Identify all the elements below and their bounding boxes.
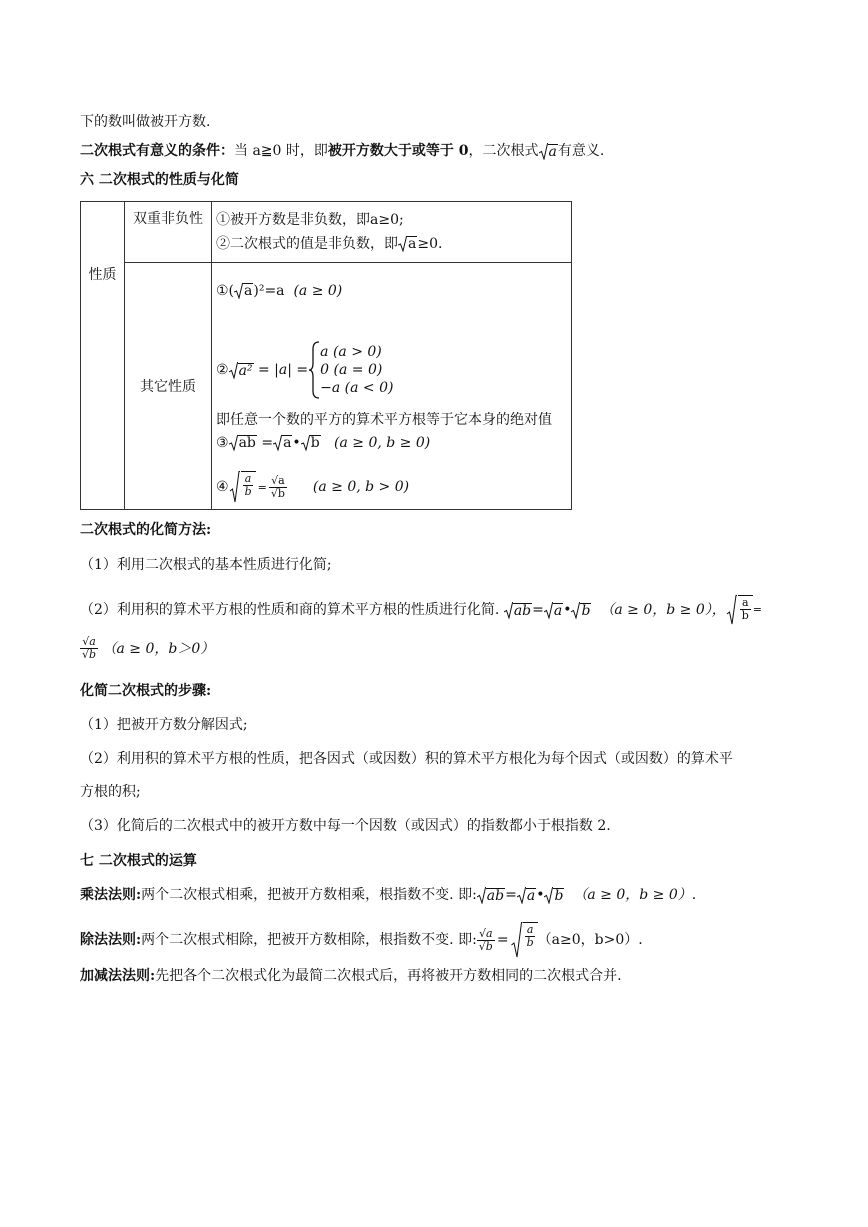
radicand: a	[553, 602, 563, 619]
radicand: a	[283, 435, 292, 451]
property-2	[216, 341, 393, 399]
section-heading-6	[80, 170, 239, 190]
rule-addition	[80, 966, 622, 986]
radicand: a	[526, 887, 536, 904]
text: ①(	[216, 283, 235, 299]
radicand: ab	[513, 602, 532, 619]
section-content-cell	[212, 263, 572, 510]
text-line	[80, 112, 210, 132]
sqrt-symbol	[726, 595, 753, 625]
fraction	[80, 636, 98, 661]
simplify-title: 二次根式的化简方法:	[80, 522, 212, 538]
left-brace-icon	[308, 341, 320, 399]
condition: （a≥0，b>0）.	[537, 932, 643, 948]
sqrt-symbol	[229, 471, 256, 503]
text: 当 a≧0 时，即	[234, 143, 328, 159]
radicand: a	[408, 236, 417, 252]
steps-item-2-cont: 方根的积;	[80, 784, 141, 800]
fraction	[243, 473, 254, 498]
text: =	[257, 480, 267, 494]
simplify-step-1: （1）利用二次根式的基本性质进行化简;	[80, 557, 332, 573]
text: =	[505, 887, 517, 903]
case-2: 0 (a = 0)	[320, 362, 383, 378]
property-line	[216, 232, 571, 256]
text: =	[752, 603, 763, 616]
radicand: a	[244, 283, 253, 299]
numerator: a	[526, 923, 534, 936]
section-heading-7: 七 二次根式的运算	[80, 853, 197, 869]
sqrt-symbol	[477, 887, 505, 904]
section-label-cell	[125, 263, 212, 510]
sqrt-symbol	[539, 143, 558, 160]
section-label-other: 其它性质	[140, 379, 196, 395]
denominator: b	[526, 936, 534, 949]
condition: （a ≥ 0，b＞0）	[102, 640, 215, 657]
text: ≥0.	[417, 236, 443, 252]
steps-item-1: （1）把被开方数分解因式;	[80, 717, 248, 733]
sqrt-symbol	[544, 887, 564, 904]
text: ④	[216, 479, 229, 495]
bold-text: 被开方数大于或等于 0	[327, 143, 469, 159]
property-4	[216, 471, 409, 503]
text: =	[256, 435, 274, 451]
section-label-nonnegativity: 双重非负性	[133, 211, 203, 227]
text: （2）利用积的算术平方根的性质和商的算术平方根的性质进行化简.	[80, 602, 500, 618]
denominator: √b	[270, 486, 285, 500]
sqrt-symbol	[229, 435, 257, 451]
sqrt-symbol	[273, 435, 292, 451]
section-content-cell	[212, 202, 572, 263]
rule-multiplication	[80, 885, 696, 905]
numerator: √a	[82, 635, 96, 648]
sqrt-symbol	[571, 602, 591, 619]
sqrt-symbol	[301, 435, 321, 451]
text: ，二次根式	[468, 143, 539, 159]
text: )²=a	[253, 283, 285, 299]
text: 先把各个二次根式化为最简二次根式后，再将被开方数相同的二次根式合并.	[155, 968, 622, 984]
text: ②二次根式的值是非负数，即	[216, 236, 398, 252]
condition: （a ≥ 0，b ≥ 0），	[600, 602, 726, 618]
text: •	[563, 602, 572, 618]
simplify-step-2	[80, 595, 762, 625]
property-1	[216, 283, 342, 299]
property-line: ①被开方数是非负数，即a≥0;	[216, 212, 404, 228]
fraction	[740, 597, 751, 622]
section-label-cell	[125, 202, 212, 263]
heading-text: 六 二次根式的性质与化简	[80, 172, 239, 188]
fraction	[269, 475, 287, 500]
condition: (a ≥ 0, b > 0)	[312, 479, 410, 495]
steps-item-3: （3）化简后的二次根式中的被开方数中每一个因数（或因式）的指数都小于根指数 2.	[80, 818, 611, 834]
text: •	[292, 435, 301, 451]
text: 有意义.	[557, 143, 605, 159]
text-line-condition	[80, 141, 604, 161]
fraction	[525, 924, 536, 949]
case-1: a (a > 0)	[320, 344, 382, 360]
sqrt-symbol	[234, 283, 253, 299]
case-3: −a (a < 0)	[320, 380, 394, 396]
brace	[308, 341, 320, 399]
steps-item-2: （2）利用积的算术平方根的性质，把各因式（或因数）积的算术平方根化为每个因式（或因数）的算术平	[80, 751, 733, 767]
property-3	[216, 435, 430, 451]
bold-label: 乘法法则:	[80, 887, 142, 903]
simplify-step-2-cont	[80, 636, 214, 661]
radicand: b	[581, 602, 591, 619]
text: 两个二次根式相除，把被开方数相除，根指数不变. 即:	[141, 932, 477, 948]
text: •	[536, 887, 545, 903]
denominator: √b	[478, 939, 493, 953]
text: =	[532, 602, 544, 618]
numerator: √a	[271, 473, 285, 487]
bold-label: 除法法则:	[80, 932, 142, 948]
text: 两个二次根式相乘，把被开方数相乘，根指数不变. 即:	[141, 887, 477, 903]
row-label: 性质	[88, 267, 117, 283]
sqrt-symbol	[511, 922, 538, 958]
rule-division	[80, 922, 643, 958]
sqrt-symbol	[398, 236, 417, 252]
steps-title: 化简二次根式的步骤:	[80, 683, 212, 699]
text: =	[496, 932, 509, 948]
numerator: √a	[479, 926, 493, 940]
denominator: b	[741, 609, 749, 622]
condition: (a ≥ 0, b ≥ 0)	[334, 435, 431, 451]
sqrt-symbol	[229, 362, 254, 379]
condition: (a ≥ 0)	[293, 283, 343, 299]
denominator: b	[244, 485, 252, 498]
text: = |a| =	[257, 362, 309, 378]
bold-label: 二次根式有意义的条件：	[80, 143, 234, 159]
sqrt-symbol	[517, 887, 536, 904]
numerator: a	[741, 596, 749, 609]
radicand: b	[554, 887, 564, 904]
radicand: a²	[238, 362, 253, 379]
radicand: b	[310, 435, 320, 451]
properties-table	[80, 201, 572, 510]
text: 下的数叫做被开方数.	[80, 114, 211, 130]
numerator: a	[244, 472, 252, 485]
sqrt-symbol	[544, 602, 563, 619]
row-label-cell	[81, 202, 125, 510]
radicand: ab	[238, 435, 256, 451]
property-2-note: 即任意一个数的平方的算术平方根等于它本身的绝对值	[216, 412, 552, 428]
radicand: ab	[486, 887, 505, 904]
fraction	[477, 928, 495, 953]
denominator: √b	[82, 648, 97, 661]
text: ②	[216, 362, 229, 378]
bold-label: 加减法法则:	[80, 968, 156, 984]
condition: （a ≥ 0，b ≥ 0）.	[573, 887, 697, 903]
radicand: a	[548, 143, 557, 160]
sqrt-symbol	[504, 602, 532, 619]
cases	[320, 343, 393, 397]
text: ③	[216, 435, 229, 451]
